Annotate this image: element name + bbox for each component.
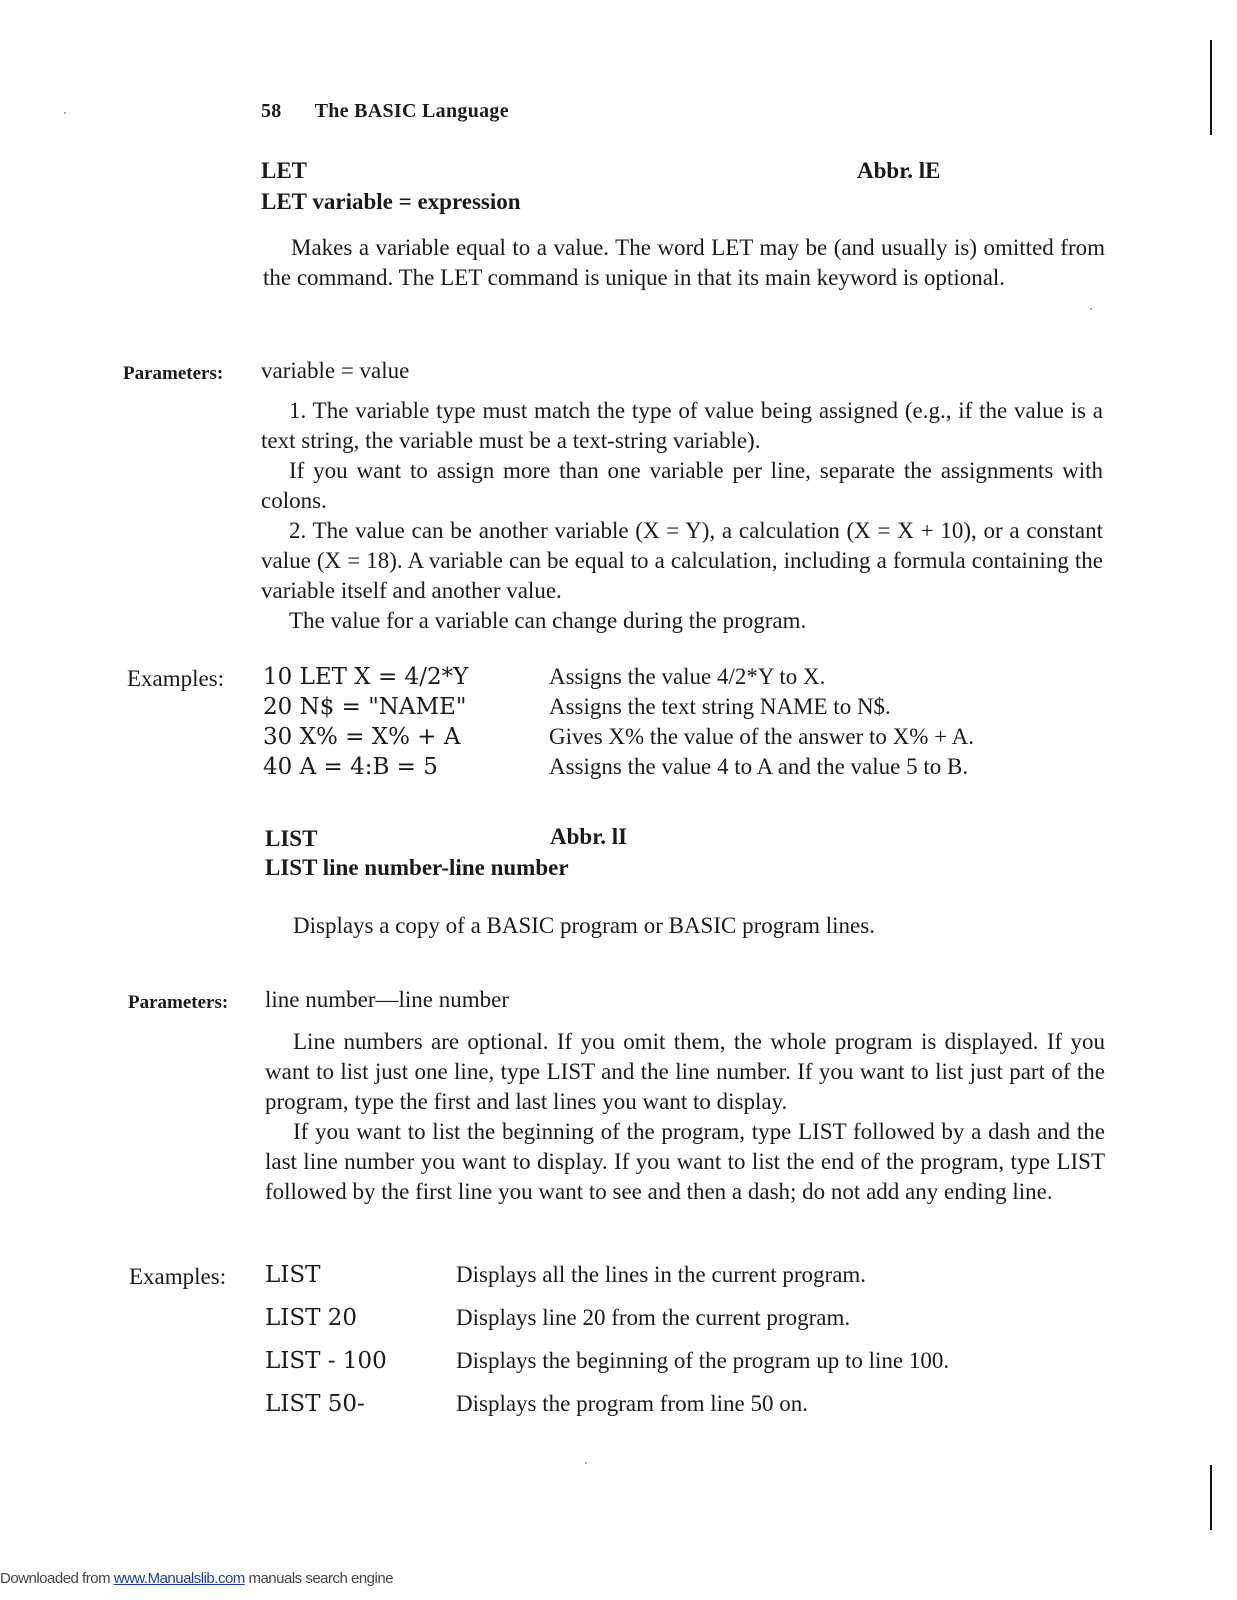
list-description [265,911,1105,941]
download-footer [0,1570,393,1587]
example-description: Gives X% the value of the answer to X% + A. [549,724,974,749]
list-description-text: Displays a copy of a BASIC program or BASIC program lines. [293,913,875,938]
example-description: Displays the beginning of the program up to line 100. [456,1348,950,1373]
chapter-title: The BASIC Language [314,100,509,122]
let-description-text: Makes a variable equal to a value. The word LET may be (and usually is) omitted from the command. The LET command is unique in that its main keyword is optional. [263,235,1105,290]
list-examples-label: Examples: [129,1264,227,1289]
let-parameters-value: variable = value [261,358,410,383]
let-parameters-label: Parameters: [123,363,224,384]
list-notes [265,1027,1105,1207]
example-description: Assigns the text string NAME to N$. [549,694,891,719]
example-description: Displays line 20 from the current program. [456,1305,851,1330]
table-row [265,1305,949,1348]
example-code: LIST [265,1262,321,1288]
let-syntax: LET variable = expression [261,189,521,214]
manualslib-link[interactable]: www.Manualslib.com [113,1570,245,1587]
list-parameters-value: line number—line number [265,987,509,1012]
list-syntax: LIST line number-line number [265,855,569,880]
let-examples-label: Examples: [127,666,225,691]
let-note-4: The value for a variable can change during the program. [289,608,807,633]
footer-prefix: Downloaded from [0,1570,114,1587]
list-parameters-label: Parameters: [128,992,229,1013]
example-code: 40 A = 4:B = 5 [263,754,438,780]
example-code: LIST - 100 [265,1348,387,1374]
example-code: LIST 20 [265,1305,358,1331]
example-description: Assigns the value 4 to A and the value 5 to B. [549,754,969,779]
list-note-1: Line numbers are optional. If you omit them, the whole program is displayed. If you want to list just one line, type LIST and the line number. If you want to list just part of the program, type the first and last lines you want to display. [265,1029,1105,1114]
example-description: Displays all the lines in the current program. [456,1262,867,1287]
let-note-3: 2. The value can be another variable (X = Y), a calculation (X = X + 10), or a constant value (X = 18). A variable can be equal to a calculation, including a formula containing the variable itself and another value. [261,518,1103,603]
example-code: 20 N$ = "NAME" [263,694,467,720]
scan-margin-line [1210,40,1212,135]
let-description [263,233,1105,293]
list-examples-table [265,1262,949,1434]
let-command-name: LET [261,158,308,183]
example-description: Assigns the value 4/2*Y to X. [549,664,826,689]
let-examples-table [263,664,974,784]
page-number: 58 [261,100,282,122]
list-abbreviation: Abbr. lI [550,824,628,849]
table-row [263,754,974,784]
table-row [263,694,974,724]
scan-margin-line [1210,1465,1212,1530]
list-note-2: If you want to list the beginning of the program, type LIST followed by a dash and the last line number you want to display. If you want to list the end of the program, type LIST followed by the first line you want to see and then a dash; do not add any ending line. [265,1119,1105,1204]
example-code: 10 LET X = 4/2*Y [263,664,469,690]
let-abbreviation: Abbr. lE [857,158,941,183]
scan-speck [64,112,66,114]
let-note-2: If you want to assign more than one variable per line, separate the assignments with colons. [261,458,1103,513]
example-code: LIST 50- [265,1391,365,1417]
example-code: 30 X% = X% + A [263,724,461,750]
table-row [265,1391,949,1434]
table-row [265,1348,949,1391]
table-row [263,664,974,694]
let-note-1: 1. The variable type must match the type of value being assigned (e.g., if the value is a text string, the variable must be a text-string variable). [261,398,1103,453]
footer-suffix: manuals search engine [244,1570,394,1587]
page-header [261,100,509,123]
list-command-name: LIST [265,826,318,851]
scan-speck [585,1462,587,1464]
let-notes [261,396,1103,636]
example-description: Displays the program from line 50 on. [456,1391,808,1416]
table-row [265,1262,949,1305]
scan-speck [1090,308,1092,310]
table-row [263,724,974,754]
